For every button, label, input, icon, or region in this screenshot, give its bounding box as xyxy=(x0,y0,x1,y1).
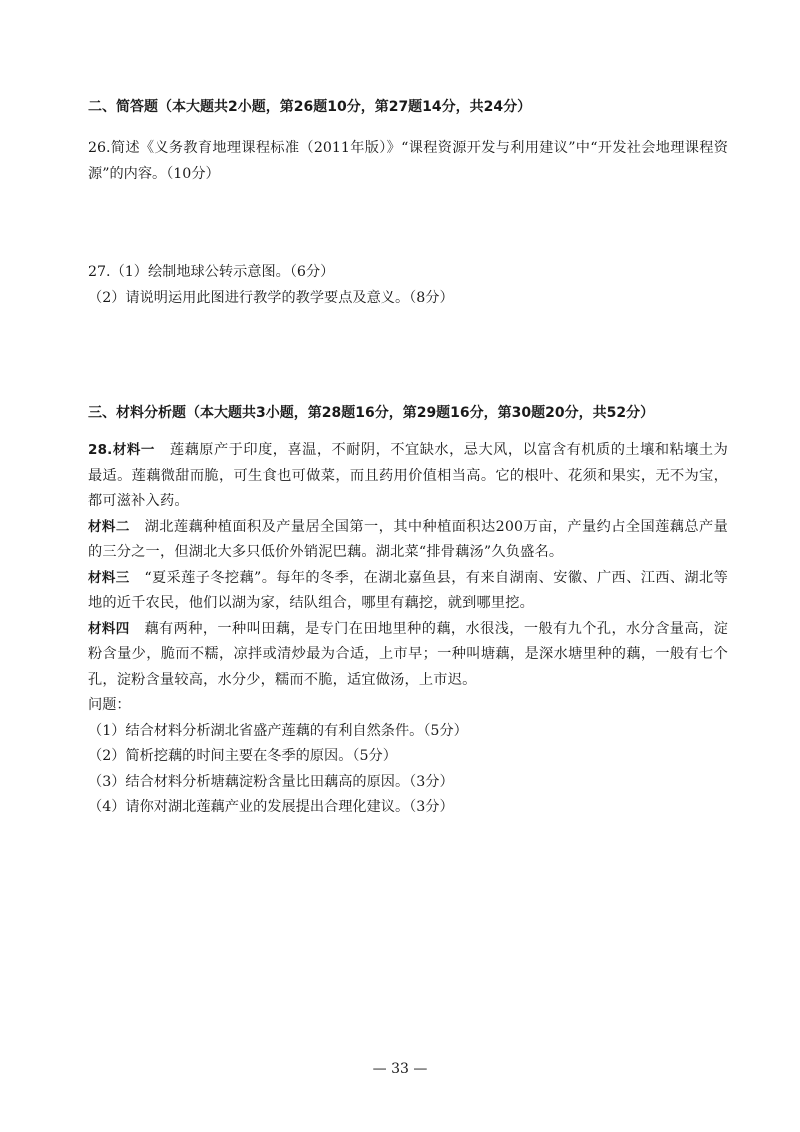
question-27-part-2: （2）请说明运用此图进行教学的教学要点及意义。（8分） xyxy=(88,289,454,306)
material-3-text: “夏采莲子冬挖藕”。每年的冬季，在湖北嘉鱼县，有来自湖南、安徽、广西、江西、湖北等地的近千农民，他们以湖为家，结队组合，哪里有藕挖，就到哪里挖。 xyxy=(88,569,728,611)
question-28-part-2: （2）简析挖藕的时间主要在冬季的原因。（5分） xyxy=(88,748,397,764)
question-28-part-1: （1）结合材料分析湖北省盛产莲藕的有利自然条件。（5分） xyxy=(88,722,468,739)
material-1 xyxy=(88,438,728,515)
question-27 xyxy=(88,260,728,311)
questions-label: 问题： xyxy=(88,697,131,713)
material-4-text: 藕有两种，一种叫田藕，是专门在田地里种的藕，水很浅，一般有九个孔，水分含量高，淀粉含量少，脆而不糯，凉拌或清炒最为合适，上市早；一种叫塘藕，是深水塘里种的藕，一般有七个孔，淀粉含量较高，水分少，糯而不脆，适宜做汤，上市迟。 xyxy=(88,620,728,688)
material-4 xyxy=(88,617,728,694)
section-3-heading: 三、材料分析题（本大题共3小题，第28题16分，第29题16分，第30题20分，共52分） xyxy=(88,405,655,421)
question-27-part-1: 27.（1）绘制地球公转示意图。（6分） xyxy=(88,264,335,280)
material-2-text: 湖北莲藕种植面积及产量居全国第一，其中种植面积达200万亩，产量约占全国莲藕总产量的三分之一，但湖北大多只低价外销泥巴藕。湖北菜“排骨藕汤”久负盛名。 xyxy=(88,518,728,560)
question-28-part-3: （3）结合材料分析塘藕淀粉含量比田藕高的原因。（3分） xyxy=(88,773,454,790)
material-1-label: 28.材料一 xyxy=(88,442,155,458)
question-26-text: 26.简述《义务教育地理课程标准（2011年版）》“课程资源开发与利用建议”中“开发社会地理课程资源”的内容。（10分） xyxy=(88,140,728,182)
section-2-heading: 二、简答题（本大题共2小题，第26题10分，第27题14分，共24分） xyxy=(88,99,532,115)
material-3-label: 材料三 xyxy=(88,569,130,586)
material-4-label: 材料四 xyxy=(88,620,130,637)
question-26 xyxy=(88,136,728,187)
material-2 xyxy=(88,515,728,566)
material-2-label: 材料二 xyxy=(88,518,130,535)
question-28 xyxy=(88,438,728,821)
material-3 xyxy=(88,566,728,617)
page-number: — 33 — xyxy=(372,1061,428,1077)
question-28-part-4: （4）请你对湖北莲藕产业的发展提出合理化建议。（3分） xyxy=(88,799,454,815)
material-1-text: 莲藕原产于印度，喜温，不耐阴，不宜缺水，忌大风，以富含有机质的土壤和粘壤土为最适。莲藕微甜而脆，可生食也可做菜，而且药用价值相当高。它的根叶、花须和果实，无不为宝，都可滋补入药。 xyxy=(88,442,728,509)
